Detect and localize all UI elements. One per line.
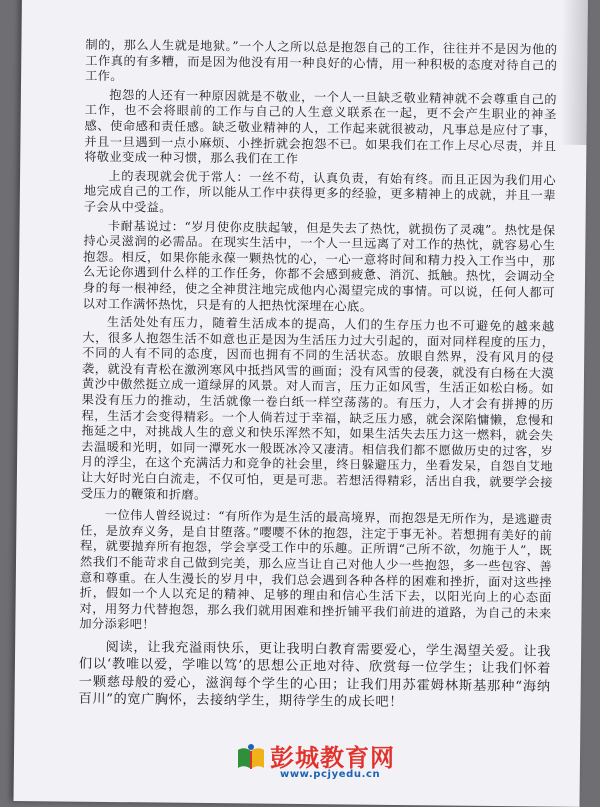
paragraph-7: 阅读，让我充溢雨快乐，更让我明白教育需要爱心，学生渴望关爱。让我们以‘教唯以爱，学唯以笃’的思想公正地对待、欣赏每一位学生；让我们怀着一颗慈母般的爱心，滋润每个学生的心田；让我们用苏霍姆林斯基那种“海纳百川”的宽广胸怀，去接纳学生，期待学生的成长吧！ [78,639,552,711]
site-watermark [236,736,406,786]
paper-shadow [560,0,588,145]
document-body [78,38,557,716]
watermark-name: 彭城教育网 [270,744,395,772]
watermark-url: www.pcjyedu.cn [280,769,381,780]
book-logo-icon [236,742,266,772]
paper-sheet [14,0,588,807]
paragraph-5: 生活处处有压力，随着生活成本的提高，人们的生存压力也不可避免的越来越大，很多人抱怨生活不如意也正是因为生活压力过大引起的，面对同样程度的压力，不同的人有不同的态度，因而也拥有不同的生活状态。放眼自然界，没有风月的侵袭，就没有青松在激洌寒风中抵挡风雪的画面；没有风雪的侵袭，就没有白杨在大漠黄沙中傲然挺立成一道绿屏的风景。对人而言，压力正如风雪，生活正如松白杨。如果没有压力的推动，生活就像一卷白纸一样空荡荡的。有压力，人才会有拼搏的历程，生活才会变得精彩。一个人倘若过于幸福，缺乏压力感，就会深陷慵懒，怠慢和拖延之中，对挑战人生的意义和快乐浑然不知，如果生活失去压力这一燃料，就会失去温暖和光明，如同一潭死水一般既冰冷又凄清。相信我们都不愿做历史的过客，岁月的浮尘，在这个充满活力和竞争的社会里，终日躲避压力，坐看发呆，自怨自艾地让大好时光白白流走，不仅可怕，更是可悲。若想活得精彩，活出自我，就要学会接受压力的鞭策和折磨。 [80,315,555,502]
paragraph-6: 一位伟人曾经说过：“有所作为是生活的最高境界，而抱怨是无所作为，是逃避责任，是放弃义务，是自甘堕落。”嘤嘤不休的抱怨，注定于事无补。若想拥有美好的前程，就要抛弃所有抱怨，学会享受工作中的乐趣。正所谓“己所不欲，勿施于人”，既然我们不能苛求自己做到完美，那么应当让自己对他人少一些抱怨，多一些包容、善意和尊重。在人生漫长的岁月中，我们总会遇到各种各样的困难和挫折，面对这些挫折，假如一个人以充足的精神、足够的理由和信心生活下去，以阳光向上的心态面对，用努力代替抱怨，那么我们就用困难和挫折铺平我们前进的道路，为自己的未来加分添彩吧！ [79,508,553,632]
paragraph-1: 制的，那么人生就是地狱。”一个人之所以总是抱怨自己的工作，往往并不是因为他的工作真的有多糟，而是因为他没有用一种良好的心情，用一种积极的态度对待自己的工作。 [85,37,558,84]
paragraph-4: 卡耐基说过：“岁月使你皮肤起皱，但是失去了热忱，就损伤了灵魂”。热忱是保持心灵滋润的必需品。在现实生活中，一个人一旦远离了对工作的热忱，就容易心生抱怨。相反，如果你能永葆一颗热忱的心，一心一意将时间和精力投入工作当中，那么无论你遇到什么样的工作任务，你都不会感到疲惫、消沉、抵触。热忱，会调动全身的每一根神经，使之全神贯注地完成他内心渴望完成的事情。可以说，任何人都可以对工作满怀热忱，只是有的人把热忱深埋在心底。 [82,218,556,314]
paragraph-3: 上的表现就会优于常人：一丝不苟，认真负责，有始有终。而且正因为我们用心地完成自己的工作，所以能从工作中获得更多的经验，更多精神上的成就，并且一辈子会从中受益。 [83,168,557,215]
paragraph-2: 抱怨的人还有一种原因就是不敬业，一个人一旦缺乏敬业精神就不会尊重自己的工作，也不会将眼前的工作与自己的人生意义联系在一起，更不会产生职业的神圣感、使命感和责任感。缺乏敬业精神的人，工作起来就很被动，凡事总是应付了事，并且一旦遇到一点小麻烦、小挫折就会抱怨不已。如果我们在工作上尽心尽责，并且将敬业变成一种习惯，那么我们在工作 [84,87,557,167]
